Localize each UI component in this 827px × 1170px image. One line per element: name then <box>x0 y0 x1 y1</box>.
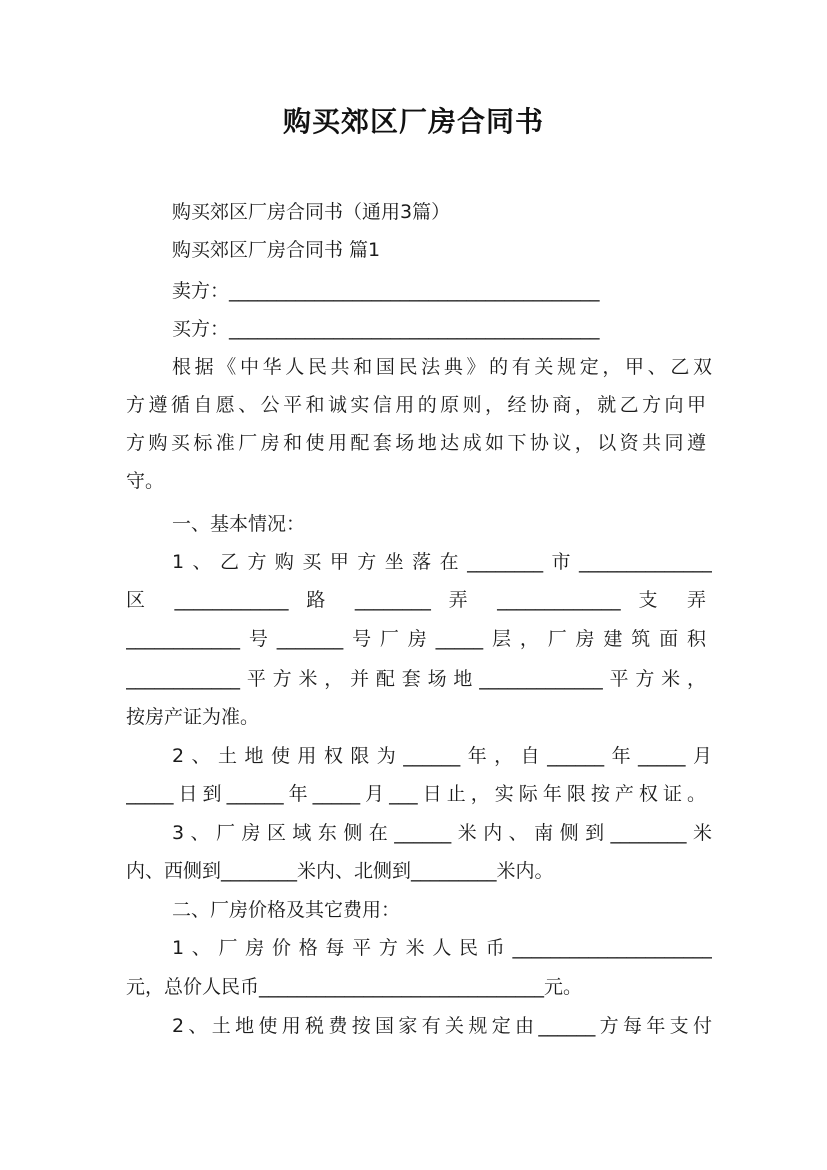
clause-heading-line: 一、基本情况： <box>172 513 306 535</box>
section-heading-line: 购买郊区厂房合同书 篇1 <box>172 239 381 261</box>
clause-line: _____日到______年_____月___日止，实际年限按产权证。 <box>126 783 706 805</box>
clause-line: 3、厂房区域东侧在______米内、南侧到________米 <box>172 822 712 844</box>
clause-line: 1、厂房价格每平方米人民币_____________________ <box>172 937 712 959</box>
clause-line: ____________号_______号厂房_____层，厂房建筑面积 <box>126 628 706 650</box>
paragraph-line: 方遵循自愿、公平和诚实信用的原则，经协商，就乙方向甲 <box>126 394 706 416</box>
buyer-line: 买方：_______________________________________ <box>172 318 600 340</box>
subtitle-line: 购买郊区厂房合同书（通用3篇） <box>172 201 451 223</box>
document-title: 购买郊区厂房合同书 <box>282 105 544 138</box>
clause-line: 元，总价人民币______________________________元。 <box>126 976 583 998</box>
seller-line: 卖方：_______________________________________ <box>172 280 600 302</box>
clause-line: 2、土地使用权限为______年，自______年_____月 <box>172 745 712 767</box>
clause-line: 1、乙方购买甲方坐落在________市______________ <box>172 551 712 573</box>
clause-line: 2、土地使用税费按国家有关规定由______方每年支付 <box>172 1015 712 1037</box>
paragraph-line: 守。 <box>126 470 165 492</box>
paragraph-line: 方购买标准厂房和使用配套场地达成如下协议，以资共同遵 <box>126 432 706 454</box>
clause-line: 区 ____________ 路 ________ 弄 _____________ 支 弄 <box>126 589 706 611</box>
clause-line: ____________平方米，并配套场地_____________平方米， <box>126 668 706 690</box>
clause-heading-line: 二、厂房价格及其它费用： <box>172 899 401 921</box>
clause-line: 按房产证为准。 <box>126 706 260 728</box>
paragraph-line: 根据《中华人民共和国民法典》的有关规定，甲、乙双 <box>172 356 712 378</box>
clause-line: 内、西侧到________米内、北侧到_________米内。 <box>126 860 554 882</box>
